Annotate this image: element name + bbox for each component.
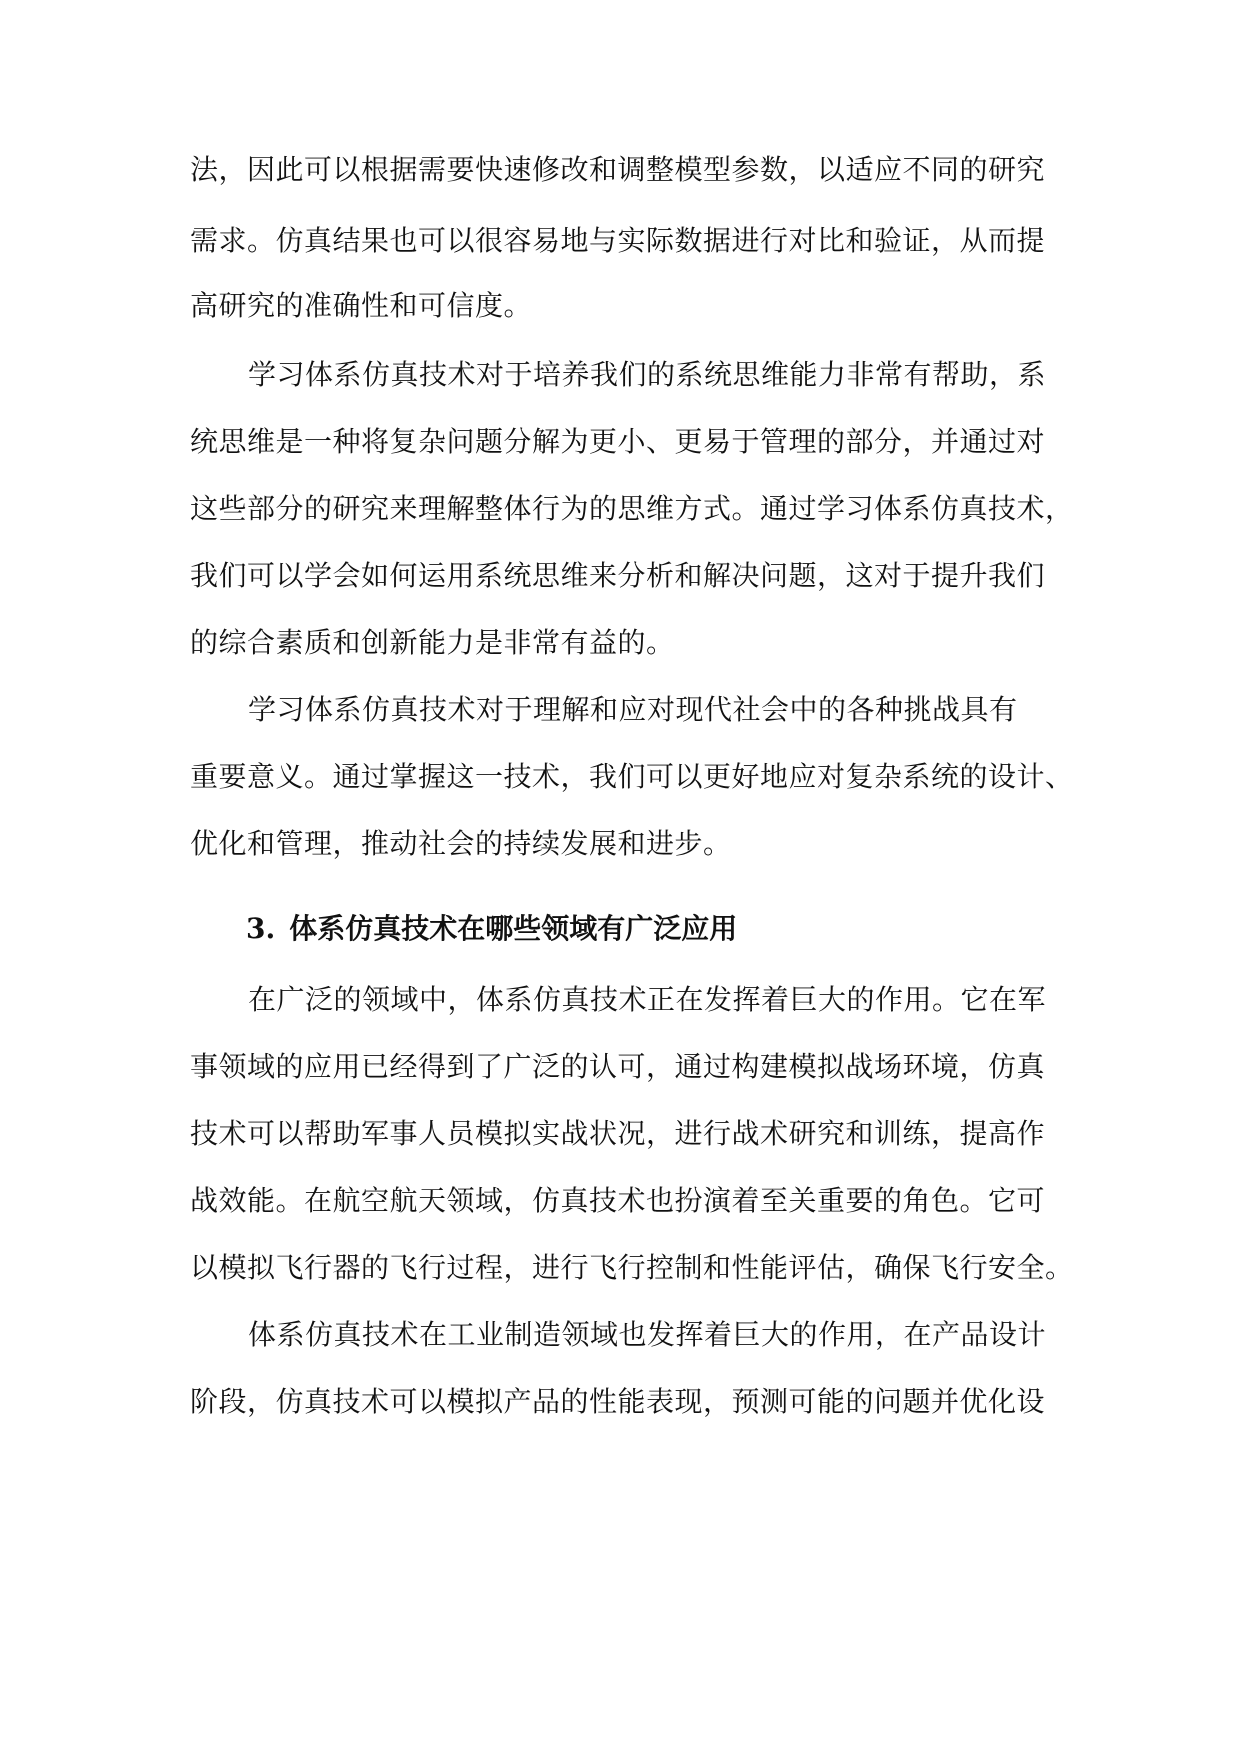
paragraph-1-line-3: 高研究的准确性和可信度。	[190, 289, 533, 322]
section-number: 3.	[246, 912, 276, 945]
paragraph-5-line-2: 阶段，仿真技术可以模拟产品的性能表现，预测可能的问题并优化设	[190, 1385, 1046, 1418]
paragraph-2-line-4: 我们可以学会如何运用系统思维来分析和解决问题，这对于提升我们	[190, 559, 1046, 592]
paragraph-2-line-3: 这些部分的研究来理解整体行为的思维方式。通过学习体系仿真技术，	[190, 492, 1074, 525]
paragraph-4-line-4: 战效能。在航空航天领域，仿真技术也扮演着至关重要的角色。它可	[190, 1184, 1046, 1217]
paragraph-3-line-2: 重要意义。通过掌握这一技术，我们可以更好地应对复杂系统的设计、	[190, 760, 1074, 793]
paragraph-2-line-1: 学习体系仿真技术对于培养我们的系统思维能力非常有帮助，系	[248, 358, 1047, 391]
paragraph-1-line-2: 需求。仿真结果也可以很容易地与实际数据进行对比和验证，从而提	[190, 224, 1046, 257]
paragraph-5-line-1: 体系仿真技术在工业制造领域也发挥着巨大的作用，在产品设计	[248, 1318, 1047, 1351]
section-heading	[246, 909, 737, 949]
paragraph-4-line-2: 事领域的应用已经得到了广泛的认可，通过构建模拟战场环境，仿真	[190, 1050, 1046, 1083]
paragraph-4-line-5: 以模拟飞行器的飞行过程，进行飞行控制和性能评估，确保飞行安全。	[190, 1251, 1074, 1284]
paragraph-4-line-1: 在广泛的领域中，体系仿真技术正在发挥着巨大的作用。它在军	[248, 983, 1047, 1016]
paragraph-2-line-2: 统思维是一种将复杂问题分解为更小、更易于管理的部分，并通过对	[190, 425, 1046, 458]
paragraph-2-line-5: 的综合素质和创新能力是非常有益的。	[190, 626, 675, 659]
paragraph-3-line-1: 学习体系仿真技术对于理解和应对现代社会中的各种挑战具有	[248, 693, 1018, 726]
paragraph-1-line-1: 法，因此可以根据需要快速修改和调整模型参数，以适应不同的研究	[190, 153, 1046, 186]
paragraph-3-line-3: 优化和管理，推动社会的持续发展和进步。	[190, 827, 732, 860]
section-title: 体系仿真技术在哪些领域有广泛应用	[289, 912, 738, 945]
paragraph-4-line-3: 技术可以帮助军事人员模拟实战状况，进行战术研究和训练，提高作	[190, 1117, 1046, 1150]
